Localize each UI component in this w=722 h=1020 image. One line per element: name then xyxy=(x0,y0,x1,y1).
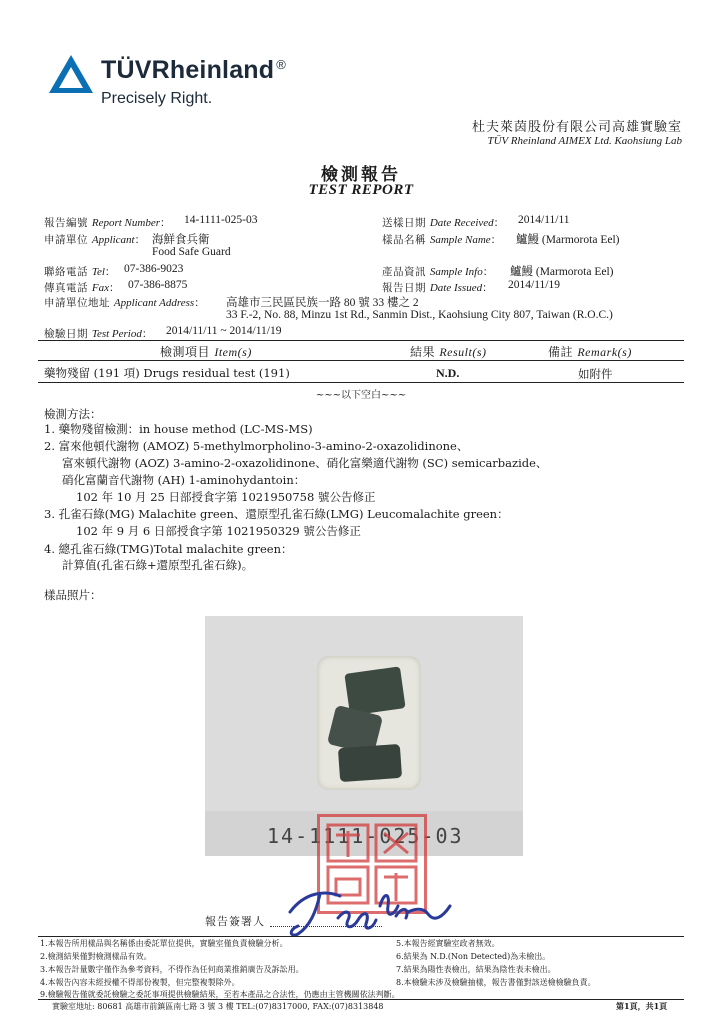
methods-heading: 檢測方法： xyxy=(44,407,102,421)
applicant-value-zh: 海鮮食兵衛 xyxy=(152,234,210,246)
tel-label: 聯絡電話 Tel： xyxy=(44,266,116,278)
method-line: 102 年 10 月 25 日部授食字第 1021950758 號公告修正 xyxy=(76,490,376,504)
note-left: 2.檢測結果僅對檢測樣品有效。 xyxy=(40,952,152,961)
note-right: 6.結果為 N.D.(Non Detected)為未檢出。 xyxy=(396,952,551,961)
col-result-header: 結果 Result(s) xyxy=(410,345,487,359)
note-left: 3.本報告計量數字僅作為參考資料，不得作為任何商業推銷廣告及訴訟用。 xyxy=(40,965,304,974)
applicant-label: 申請單位 Applicant： xyxy=(44,234,146,246)
table-row-result: N.D. xyxy=(436,366,460,380)
col-remark-header: 備註 Remark(s) xyxy=(548,345,632,359)
date-issued-label: 報告日期 Date Issued： xyxy=(382,282,494,294)
note-right: 7.結果為陽性表檢出，結果為陰性表未檢出。 xyxy=(396,965,556,974)
lab-name-en: TÜV Rheinland AIMEX Ltd. Kaohsiung Lab xyxy=(487,135,682,147)
table-top-rule xyxy=(38,340,684,341)
logo-tagline: Precisely Right. xyxy=(101,90,213,107)
address-value-zh: 高雄市三民區民族一路 80 號 33 樓之 2 xyxy=(226,297,419,309)
sample-tray xyxy=(317,656,421,790)
report-number-value: 14-1111-025-03 xyxy=(184,214,258,226)
method-line: 4. 總孔雀石綠(TMG)Total malachite green： xyxy=(44,542,293,556)
tel-value: 07-386-9023 xyxy=(124,263,184,275)
table-bottom-rule xyxy=(38,382,684,383)
method-line: 2. 富來他頓代謝物 (AMOZ) 5-methylmorpholino-3-amino-2-oxazolidinone、 xyxy=(44,439,469,453)
note-left: 1.本報告所用樣品與名稱係由委託單位提供，實驗室僅負責檢驗分析。 xyxy=(40,939,288,948)
report-title-en: TEST REPORT xyxy=(308,182,414,198)
method-line: 3. 孔雀石綠(MG) Malachite green、還原型孔雀石綠(LMG) Leucomalachite green： xyxy=(44,507,509,521)
date-received-value: 2014/11/11 xyxy=(518,214,570,226)
test-period-label: 檢驗日期 Test Period： xyxy=(44,328,153,340)
sample-photo xyxy=(205,616,523,856)
method-line: 計算值(孔雀石綠+還原型孔雀石綠)。 xyxy=(62,558,254,572)
report-number-label: 報告編號 Report Number： xyxy=(44,217,171,229)
table-row-remark: 如附件 xyxy=(578,367,613,381)
fish-piece xyxy=(338,744,402,782)
footer-address: 實驗室地址: 80681 高雄市前鎮區南七路 3 號 3 樓 TEL:(07)8317000, FAX:(07)8313848 xyxy=(52,1002,384,1011)
sample-info-value: 鱸鰻 (Marmorota Eel) xyxy=(510,266,614,278)
table-header-rule xyxy=(38,360,684,361)
fax-value: 07-386-8875 xyxy=(128,279,188,291)
notes-top-rule xyxy=(38,936,684,937)
address-value-en: 33 F.-2, No. 88, Minzu 1st Rd., Sanmin Dist., Kaohsiung City 807, Taiwan (R.O.C.) xyxy=(226,309,613,321)
footer-rule xyxy=(38,999,684,1000)
method-line: 1. 藥物殘留檢測：in house method (LC-MS-MS) xyxy=(44,422,313,436)
end-marker: ~~~以下空白~~~ xyxy=(315,390,407,401)
col-item-header: 檢測項目 Item(s) xyxy=(160,345,252,359)
handwritten-signature xyxy=(280,882,460,942)
applicant-value-en: Food Safe Guard xyxy=(152,246,231,258)
note-right: 8.本檢驗未涉及檢驗抽樣，報告書僅對該送檢檢驗負責。 xyxy=(396,978,596,987)
triangle-logo-icon xyxy=(48,54,94,94)
registered-mark: ® xyxy=(276,56,287,72)
method-line: 硝化富蘭音代謝物 (AH) 1-aminohydantoin： xyxy=(62,473,306,487)
lab-name-zh: 杜夫萊茵股份有限公司高雄實驗室 xyxy=(471,120,682,135)
signer-label: 報告簽署人 xyxy=(205,915,265,928)
address-label: 申請單位地址 Applicant Address： xyxy=(44,297,206,309)
sample-name-value: 鱸鰻 (Marmorota Eel) xyxy=(516,234,620,246)
note-left: 9.檢驗報告僅就委託檢驗之委託事項提供檢驗結果，至若本產品之合法性，仍應由主管機關依法判斷。 xyxy=(40,990,400,999)
sample-info-label: 產品資訊 Sample Info： xyxy=(382,266,494,278)
photo-sample-label: 14-1111-025-03 xyxy=(267,824,464,848)
date-issued-value: 2014/11/19 xyxy=(508,279,560,291)
method-line: 102 年 9 月 6 日部授食字第 1021950329 號公告修正 xyxy=(76,524,361,538)
note-right: 5.本報告經實驗室政者無效。 xyxy=(396,939,500,948)
note-left: 4.本報告內容未經授權不得部份複製，但完整複製除外。 xyxy=(40,978,240,987)
test-period-value: 2014/11/11 ~ 2014/11/19 xyxy=(166,325,282,337)
date-received-label: 送樣日期 Date Received： xyxy=(382,217,505,229)
page-number: 第1頁，共1頁 xyxy=(616,1001,668,1011)
photo-heading: 樣品照片： xyxy=(44,588,102,602)
logo-name: TÜVRheinland ® xyxy=(101,56,287,84)
tuv-logo xyxy=(48,50,308,120)
table-row-item: 藥物殘留 (191 項) Drugs residual test (191) xyxy=(44,366,290,380)
method-line: 富來頓代謝物 (AOZ) 3-amino-2-oxazolidinone、硝化富樂適代謝物 (SC) semicarbazide、 xyxy=(62,456,548,470)
report-title-zh: 檢測報告 xyxy=(321,165,401,185)
fax-label: 傳真電話 Fax： xyxy=(44,282,120,294)
sample-name-label: 樣品名稱 Sample Name： xyxy=(382,234,502,246)
